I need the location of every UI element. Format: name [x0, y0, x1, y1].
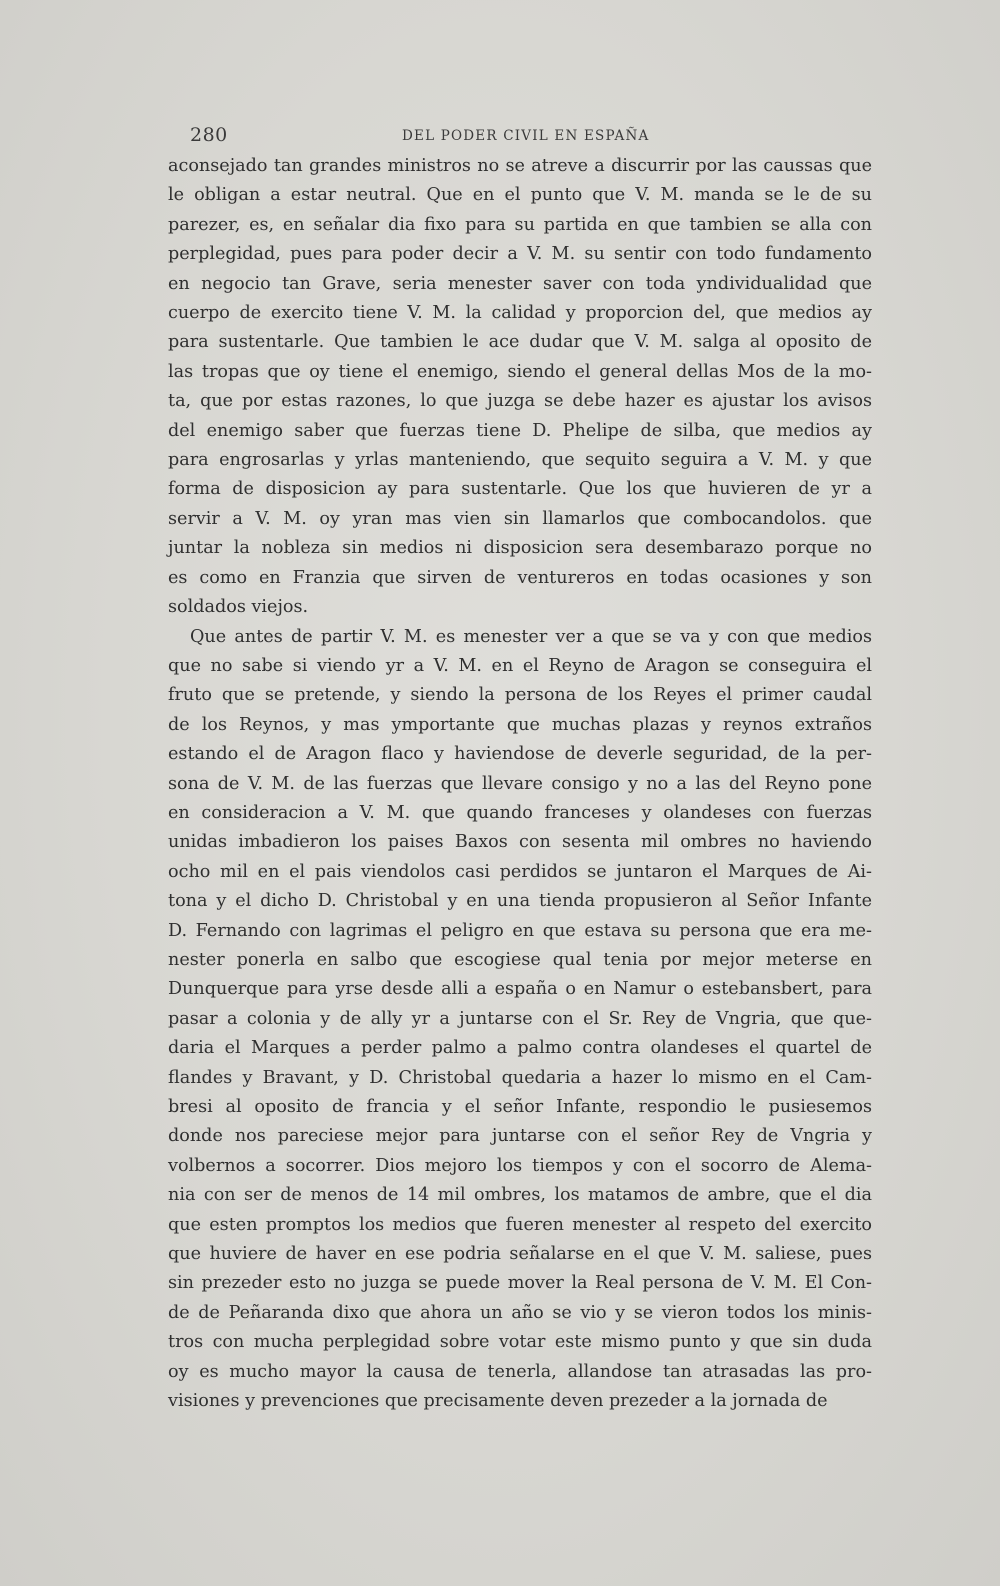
- text-line: del enemigo saber que fuerzas tiene D. Phelipe de silba, que medios ay: [168, 420, 872, 441]
- text-line: volbernos a socorrer. Dios mejoro los tiempos y con el socorro de Alema-: [168, 1155, 872, 1176]
- text-line: parezer, es, en señalar dia fixo para su partida en que tambien se alla con: [168, 214, 872, 235]
- paragraph-1: [168, 152, 872, 623]
- text-line: para sustentarle. Que tambien le ace dudar que V. M. salga al oposito de: [168, 332, 872, 353]
- text-line: en consideracion a V. M. que quando franceses y olandeses con fuerzas: [168, 802, 872, 823]
- text-line: es como en Franzia que sirven de ventureros en todas ocasiones y son: [168, 567, 872, 588]
- text-line: soldados viejos.: [168, 597, 309, 618]
- text-line: forma de disposicion ay para sustentarle. Que los que huvieren de yr a: [168, 479, 872, 500]
- text-line: en negocio tan Grave, seria menester saver con toda yndividualidad que: [168, 273, 872, 294]
- text-line: pasar a colonia y de ally yr a juntarse con el Sr. Rey de Vngria, que que-: [168, 1008, 872, 1029]
- text-line: tona y el dicho D. Christobal y en una tienda propusieron al Señor Infante: [168, 891, 872, 912]
- text-line: que esten promptos los medios que fueren menester al respeto del exercito: [168, 1214, 872, 1235]
- page-number: 280: [190, 124, 228, 146]
- paragraph-2: [168, 623, 872, 1417]
- text-line: nester ponerla en salbo que escogiese qual tenia por mejor meterse en: [168, 949, 872, 970]
- text-line: ocho mil en el pais viendolos casi perdidos se juntaron el Marques de Ai-: [168, 861, 872, 882]
- text-line: Que antes de partir V. M. es menester ver a que se va y con que medios: [190, 626, 872, 647]
- running-title: DEL PODER CIVIL EN ESPAÑA: [402, 128, 650, 144]
- text-line: donde nos pareciese mejor para juntarse con el señor Rey de Vngria y: [168, 1126, 872, 1147]
- body-text: [168, 152, 872, 1416]
- text-line: sona de V. M. de las fuerzas que llevare consigo y no a las del Reyno pone: [168, 773, 872, 794]
- text-line: aconsejado tan grandes ministros no se atreve a discurrir por las caussas que: [168, 156, 872, 176]
- text-line: nia con ser de menos de 14 mil ombres, los matamos de ambre, que el dia: [168, 1185, 872, 1206]
- text-line: juntar la nobleza sin medios ni disposicion sera desembarazo porque no: [168, 538, 872, 559]
- text-line: para engrosarlas y yrlas manteniendo, que sequito seguira a V. M. y que: [168, 450, 872, 471]
- text-line: D. Fernando con lagrimas el peligro en que estava su persona que era me-: [168, 920, 872, 941]
- text-line: sin prezeder esto no juzga se puede mover la Real persona de V. M. El Con-: [168, 1273, 872, 1294]
- text-line: unidas imbadieron los paises Baxos con sesenta mil ombres no haviendo: [168, 832, 872, 853]
- text-line: perplegidad, pues para poder decir a V. M. su sentir con todo fundamento: [168, 244, 872, 265]
- text-line: le obligan a estar neutral. Que en el punto que V. M. manda se le de su: [168, 185, 872, 206]
- text-line: que no sabe si viendo yr a V. M. en el Reyno de Aragon se conseguira el: [168, 655, 872, 676]
- text-line: tros con mucha perplegidad sobre votar este mismo punto y que sin duda: [168, 1332, 872, 1353]
- text-line: visiones y prevenciones que precisamente deven prezeder a la jornada de: [168, 1391, 828, 1412]
- text-line: flandes y Bravant, y D. Christobal quedaria a hazer lo mismo en el Cam-: [168, 1067, 872, 1088]
- text-line: estando el de Aragon flaco y haviendose de deverle seguridad, de la per-: [168, 744, 872, 765]
- text-line: de los Reynos, y mas ymportante que muchas plazas y reynos extraños: [168, 714, 872, 735]
- text-line: servir a V. M. oy yran mas vien sin llamarlos que combocandolos. que: [168, 508, 872, 529]
- text-line: oy es mucho mayor la causa de tenerla, allandose tan atrasadas las pro-: [168, 1361, 872, 1382]
- text-line: ta, que por estas razones, lo que juzga se debe hazer es ajustar los avisos: [168, 391, 872, 412]
- text-line: daria el Marques a perder palmo a palmo contra olandeses el quartel de: [168, 1038, 872, 1059]
- text-line: fruto que se pretende, y siendo la persona de los Reyes el primer caudal: [168, 685, 872, 706]
- text-line: Dunquerque para yrse desde alli a españa o en Namur o estebansbert, para: [168, 979, 872, 1000]
- text-line: bresi al oposito de francia y el señor Infante, respondio le pusiesemos: [168, 1097, 872, 1117]
- text-line: que huviere de haver en ese podria señalarse en el que V. M. saliese, pues: [168, 1244, 872, 1265]
- text-line: de de Peñaranda dixo que ahora un año se vio y se vieron todos los minis-: [168, 1302, 872, 1323]
- text-line: cuerpo de exercito tiene V. M. la calidad y proporcion del, que medios ay: [168, 303, 872, 324]
- text-line: las tropas que oy tiene el enemigo, siendo el general dellas Mos de la mo-: [168, 361, 872, 382]
